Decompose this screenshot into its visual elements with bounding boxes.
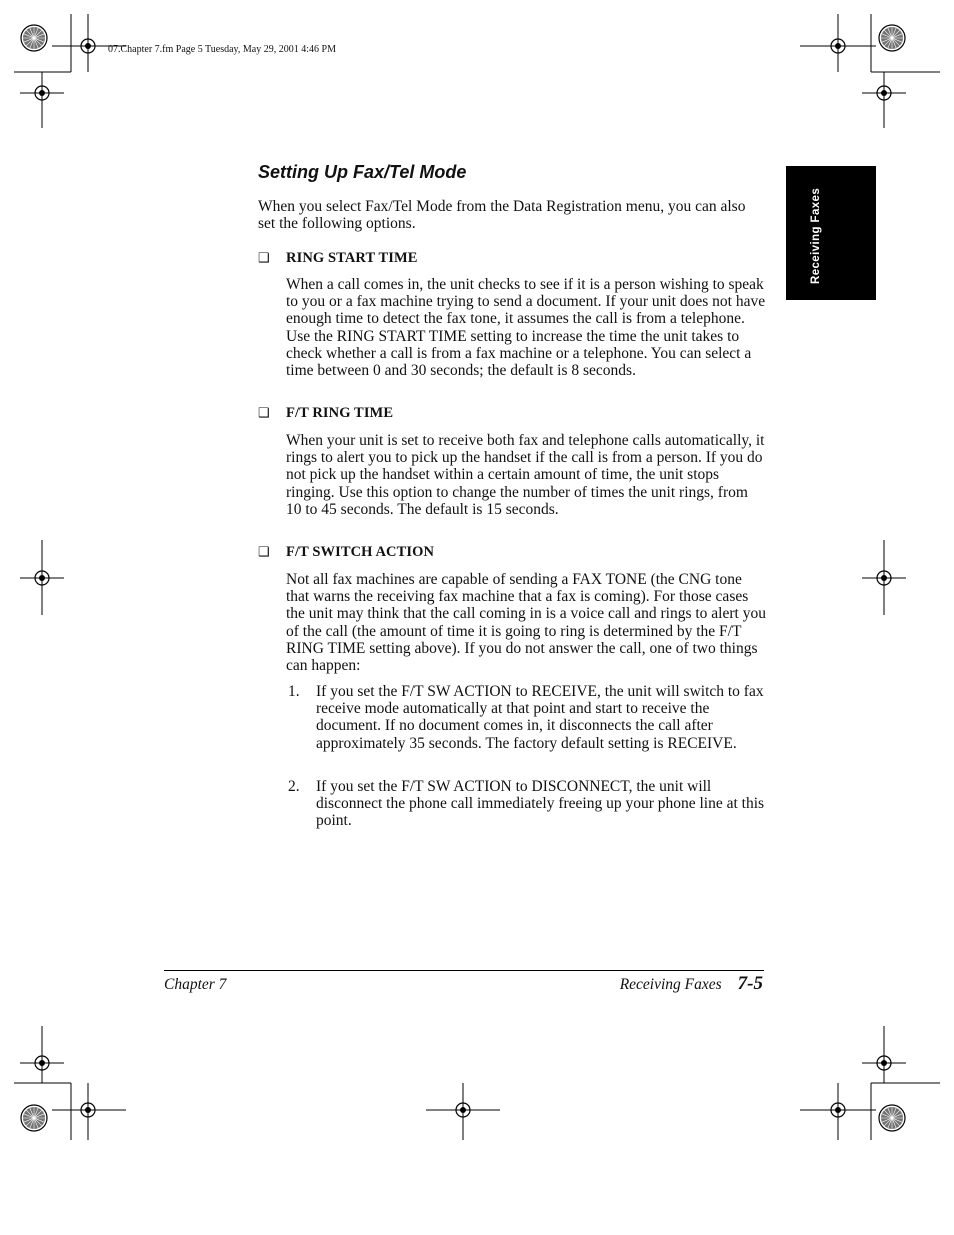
- list-item: [288, 683, 766, 773]
- footer-section-page: [620, 973, 763, 995]
- chapter-side-tab: [786, 166, 876, 300]
- option-name: RING START TIME: [286, 250, 418, 266]
- intro-paragraph: When you select Fax/Tel Mode from the Data Registration menu, you can also set the following options.: [258, 198, 746, 233]
- section-title: Setting Up Fax/Tel Mode: [258, 162, 467, 182]
- page-number: 7-5: [737, 973, 763, 994]
- option-heading-ring-start-time: [258, 249, 418, 267]
- file-header-meta: 07.Chapter 7.fm Page 5 Tuesday, May 29, 2001 4:46 PM: [108, 44, 336, 55]
- footer-section: Receiving Faxes: [619, 976, 722, 993]
- list-text: If you set the F/T SW ACTION to RECEIVE, the unit will switch to fax receive mode automatically at that point and start to receive the document. If no document comes in, it disconnects the call after approximately 35 seconds. The factory default setting is RECEIVE.: [316, 683, 764, 752]
- option-description-ft-switch-action: Not all fax machines are capable of sending a FAX TONE (the CNG tone that warns the receiving fax machine that a fax is coming). For those cases the unit may think that the call coming in is a voice call and rings to alert you of the call (the amount of time it is going to ring is determined by the F/T RING TIME setting above). If you do not answer the call, one of two things can happen:: [286, 571, 766, 675]
- option-name: F/T SWITCH ACTION: [286, 544, 435, 560]
- checkbox-icon: ❑: [258, 544, 270, 559]
- list-number: 1.: [288, 683, 300, 700]
- option-heading-ft-switch-action: [258, 543, 434, 561]
- side-tab-label: Receiving Faxes: [810, 187, 822, 284]
- option-description-ring-start-time: When a call comes in, the unit checks to see if it is a person wishing to speak to you or a fax machine trying to send a document. If your unit does not have enough time to detect the fax tone, it assumes the call is from a telephone. Use the RING START TIME setting to increase the time the unit takes to check whether a call is from a fax machine or a telephone. You can select a time between 0 and 30 seconds; the default is 8 seconds.: [286, 276, 766, 380]
- checkbox-icon: ❑: [258, 405, 270, 420]
- list-text: If you set the F/T SW ACTION to DISCONNECT, the unit will disconnect the phone call immediately freeing up your phone line at this point.: [316, 778, 765, 830]
- footer-rule: [164, 970, 764, 971]
- option-name: F/T RING TIME: [286, 405, 394, 421]
- list-item: [288, 778, 766, 834]
- option-heading-ft-ring-time: [258, 404, 393, 422]
- footer-chapter: Chapter 7: [164, 976, 227, 993]
- option-description-ft-ring-time: When your unit is set to receive both fax and telephone calls automatically, it rings to alert you to pick up the handset if the call is from a person. If you do not pick up the handset within a certain amount of time, the unit stops ringing. Use this option to change the number of times the unit rings, from 10 to 45 seconds. The default is 15 seconds.: [286, 432, 765, 518]
- checkbox-icon: ❑: [258, 250, 270, 265]
- list-number: 2.: [288, 778, 300, 795]
